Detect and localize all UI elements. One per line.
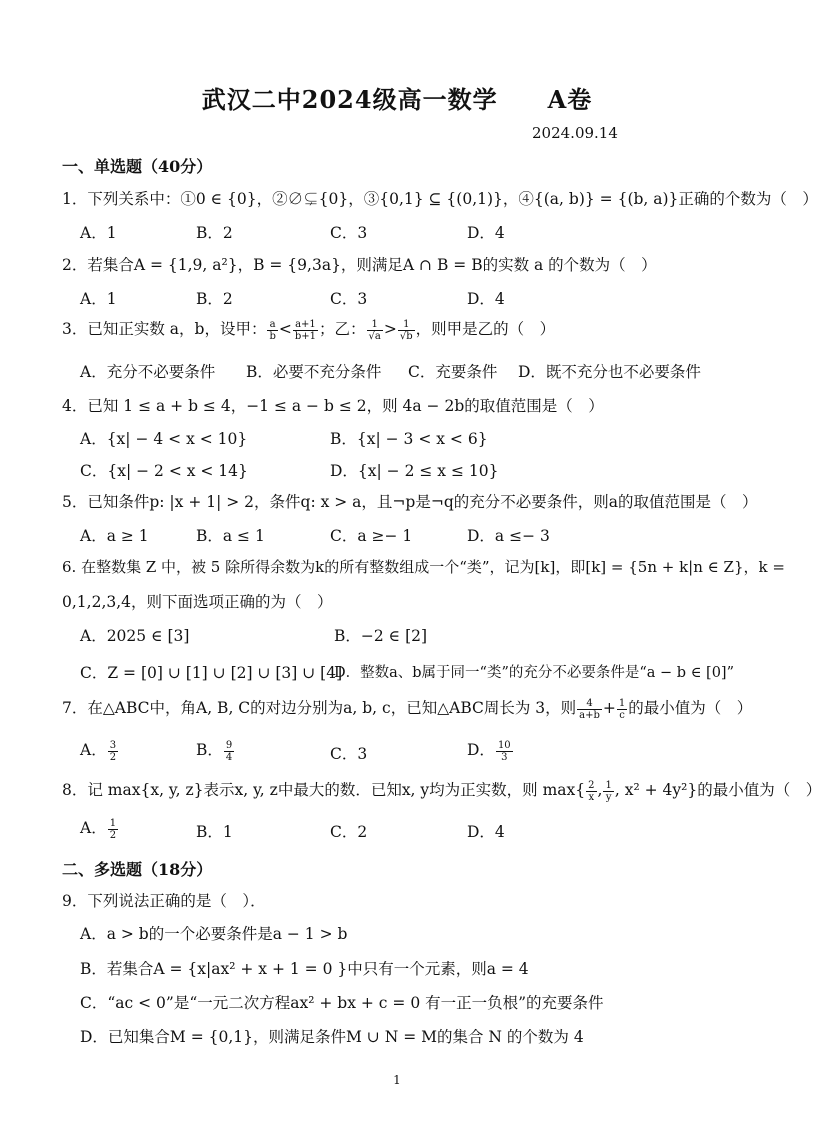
question-4-option-b: B．{x| − 3 < x < 6} [330,430,488,448]
question-8-stem-part-2: , x² + 4y²}的最小值为（ ） [614,781,821,799]
question-3-option-d: D．既不充分也不必要条件 [518,363,701,381]
fraction-numerator: 1 [605,779,612,791]
question-7-stem-part-1: 7．在△ABC中，角A, B, C的对边分别为a, b, c，已知△ABC周长为 3，则 [62,699,577,717]
fraction-denominator: x [588,791,595,803]
option-label: D． [467,741,495,759]
fraction-denominator: 2 [109,829,117,841]
fraction-numerator: 1 [398,319,415,331]
question-6-option-a: A．2025 ∈ [3] [80,627,190,645]
question-5-option-d: D．a ≤− 3 [467,527,550,545]
fraction-numerator: 1 [367,319,383,331]
option-label: A． [80,819,107,837]
question-8-option-a [80,816,119,841]
question-4-stem: 4．已知 1 ≤ a + b ≤ 4，−1 ≤ a − b ≤ 2，则 4a − 2b的取值范围是（ ） [62,397,604,415]
question-2-option-c: C．3 [330,290,368,308]
fraction-numerator: 1 [109,817,117,829]
fraction-numerator: 1 [618,697,626,709]
question-3-option-c: C．充要条件 [408,363,498,381]
question-3-stem-part-1: 3．已知正实数 a，b，设甲： [62,320,267,338]
question-7-option-c: C．3 [330,745,368,763]
question-5-option-b: B．a ≤ 1 [196,527,265,545]
fraction-numerator: a [267,319,277,331]
page-title: 武汉二中2024级高一数学 A卷 [201,85,593,114]
question-9-option-c: C．“ac < 0”是“一元二次方程ax² + bx + c = 0 有一正一负根”的充要条件 [80,994,604,1012]
fraction-denominator: 2 [109,751,117,763]
greater-than-sign: > [383,320,397,338]
fraction-denominator: 4 [225,751,233,763]
question-5-option-c: C．a ≥− 1 [330,527,413,545]
plus-sign: + [602,699,616,717]
question-7-option-a [80,738,119,763]
question-9-stem: 9．下列说法正确的是（ ）． [62,892,266,910]
fraction-9-over-4 [224,740,234,763]
question-1-option-a: A．1 [80,224,117,242]
question-8-option-c: C．2 [330,823,368,841]
question-9-option-d: D．已知集合M = {0,1}，则满足条件M ∪ N = M的集合 N 的个数为 4 [80,1028,584,1046]
question-4-option-d: D．{x| − 2 ≤ x ≤ 10} [330,462,499,480]
fraction-denominator: √a [368,330,381,342]
fraction-1-over-y [603,780,613,803]
fraction-1-over-c [617,698,627,721]
question-8-option-d: D．4 [467,823,505,841]
fraction-numerator: 9 [225,739,233,751]
fraction-denominator: b [269,330,276,342]
fraction-1-over-root-b [398,319,415,342]
section-heading-single-choice: 一、单选题（40分） [62,157,213,176]
question-1-option-d: D．4 [467,224,505,242]
fraction-denominator: b+1 [294,330,317,342]
question-2-option-d: D．4 [467,290,505,308]
question-6-stem-line-2: 0,1,2,3,4，则下面选项正确的为（ ） [62,593,333,611]
page-number: 1 [393,1073,401,1087]
question-8-stem: 8．记 max{x, y, z}表示x, y, z中最大的数．已知x, y均为正实数，则 max{ $\frac{2}{x}$ , $\frac{1}{y}$ , x² + 4y²}的最小值为（ ） [62,779,821,803]
question-4-option-a: A．{x| − 4 < x < 10} [80,430,248,448]
less-than-sign: < [278,320,292,338]
question-3-option-a: A．充分不必要条件 [80,363,216,381]
option-label: B． [196,741,223,759]
exam-date: 2024.09.14 [532,124,618,142]
question-2-stem: 2．若集合A = {1,9, a²}，B = {9,3a}，则满足A ∩ B = B的实数 a 的个数为（ ） [62,256,657,274]
question-3-stem-part-2: ；乙： [319,320,366,338]
fraction-denominator: c [619,709,625,721]
fraction-numerator: 3 [109,739,117,751]
question-3-stem-part-3: ，则甲是乙的（ ） [415,320,556,338]
question-3-option-b: B．必要不充分条件 [246,363,382,381]
fraction-numerator: 2 [588,779,595,791]
fraction-numerator: a+1 [293,319,318,331]
question-8-option-b: B．1 [196,823,233,841]
fraction-denominator: 3 [501,751,508,763]
fraction-numerator: 4 [577,698,602,710]
question-9-option-b: B．若集合A = {x|ax² + x + 1 = 0 }中只有一个元素，则a = 4 [80,960,529,978]
question-2-option-a: A．1 [80,290,117,308]
question-7-option-b [196,738,235,763]
fraction-numerator: 10 [497,739,511,751]
question-1-stem: 1．下列关系中：①0 ∈ {0}，②∅⊊{0}，③{0,1} ⊆ {(0,1)}，④{(a, b)} = {(b, a)}正确的个数为（ ） [62,190,818,208]
question-9-option-a: A．a > b的一个必要条件是a − 1 > b [80,925,348,943]
fraction-2-over-x [586,780,596,803]
question-1-option-b: B．2 [196,224,233,242]
fraction-10-over-3 [496,740,513,763]
question-6-option-c: C．Z = [0] ∪ [1] ∪ [2] ∪ [3] ∪ [4] [80,664,343,682]
question-7-option-d [467,738,514,763]
fraction-denominator: √b [399,330,413,342]
question-7-stem-part-2: 的最小值为（ ） [628,699,753,717]
question-4-option-c: C．{x| − 2 < x < 14} [80,462,248,480]
fraction-1-over-2 [108,818,118,841]
fraction-a-over-b [267,319,277,342]
question-6-option-b: B．−2 ∈ [2] [334,627,428,645]
question-3-stem [62,317,555,342]
question-8-stem-part-1: 8．记 max{x, y, z}表示x, y, z中最大的数．已知x, y均为正实数，则 max{ [62,781,586,799]
fraction-1-over-root-a [367,319,383,342]
fraction-3-over-2 [108,740,118,763]
question-7-stem [62,696,752,721]
section-heading-multiple-choice: 二、多选题（18分） [62,860,213,879]
question-1-option-c: C．3 [330,224,368,242]
question-5-option-a: A．a ≥ 1 [80,527,149,545]
question-5-stem: 5．已知条件p: |x + 1| > 2，条件q: x > a，且¬p是¬q的充分不必要条件，则a的取值范围是（ ） [62,493,758,511]
fraction-a1-over-b1 [293,319,318,342]
fraction-denominator: a+b [579,709,600,721]
option-label: A． [80,741,107,759]
fraction-4-over-a-plus-b [577,698,602,721]
question-6-option-d: D．整数a、b属于同一“类”的充分不必要条件是“a − b ∈ [0]” [334,665,734,681]
question-2-option-b: B．2 [196,290,233,308]
fraction-denominator: y [605,791,612,803]
question-6-stem-line-1: 6. 在整数集 Z 中，被 5 除所得余数为k的所有整数组成一个“类”，记为[k]，即[k] = {5n + k|n ∈ Z}，k = [62,558,785,576]
